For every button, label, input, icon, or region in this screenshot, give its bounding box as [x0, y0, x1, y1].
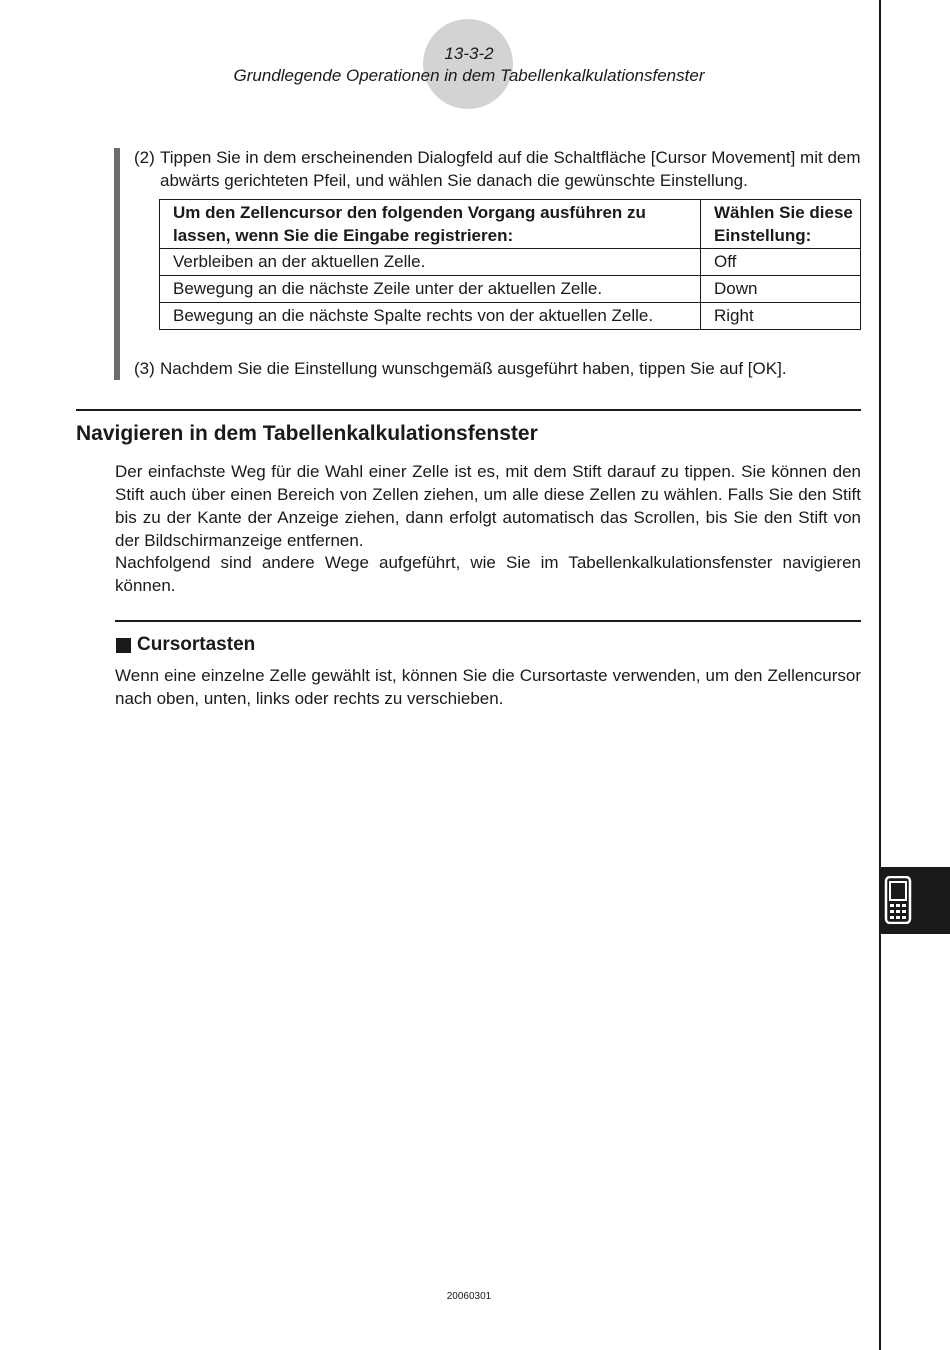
table-cell-action: Bewegung an die nächste Zeile unter der aktuellen Zelle.	[160, 276, 701, 303]
step-3	[134, 357, 862, 380]
table-row	[160, 303, 861, 330]
procedure-sidebar	[114, 148, 120, 380]
subsection-divider	[115, 620, 861, 622]
table-row	[160, 249, 861, 276]
step-2	[134, 146, 862, 192]
cursor-movement-table	[159, 199, 861, 330]
header-title: Grundlegende Operationen in dem Tabellenkalkulationsfenster	[233, 66, 705, 85]
table-cell-setting: Down	[701, 276, 861, 303]
step-2-text: Tippen Sie in dem erscheinenden Dialogfeld auf die Schaltfläche [Cursor Movement] mit dem abwärts gerichteten Pfeil, und wählen Sie danach die gewünschte Einstellung.	[160, 148, 861, 190]
square-bullet-icon	[116, 638, 131, 653]
step-3-text: Nachdem Sie die Einstellung wunschgemäß ausgeführt haben, tippen Sie auf [OK].	[160, 359, 787, 378]
calculator-icon	[884, 876, 912, 924]
page-edge-rule	[879, 0, 881, 1350]
section-title: Navigieren in dem Tabellenkalkulationsfenster	[76, 422, 538, 445]
step-2-number: (2)	[134, 148, 155, 167]
table-cell-action: Verbleiben an der aktuellen Zelle.	[160, 249, 701, 276]
page-number: 13-3-2	[444, 44, 494, 63]
table-cell-action: Bewegung an die nächste Spalte rechts von der aktuellen Zelle.	[160, 303, 701, 330]
section-divider	[76, 409, 861, 411]
table-cell-setting: Off	[701, 249, 861, 276]
footer-code: 20060301	[446, 1291, 492, 1302]
table-header-setting: Wählen Sie diese Einstellung:	[701, 200, 861, 249]
chapter-tab	[880, 867, 950, 934]
section-paragraph-2: Nachfolgend sind andere Wege aufgeführt, wie Sie im Tabellenkalkulationsfenster navigieren können.	[115, 553, 861, 595]
step-3-number: (3)	[134, 359, 155, 378]
table-cell-setting: Right	[701, 303, 861, 330]
section-paragraph-1: Der einfachste Weg für die Wahl einer Zelle ist es, mit dem Stift darauf zu tippen. Sie können den Stift auch über einen Bereich von Zellen ziehen, um alle diese Zellen zu wählen. Falls Sie den Stift bis zu der Kante der Anzeige ziehen, dann erfolgt automatisch das Scrollen, bis Sie den Stift von der Bildschirmanzeige entfernen.	[115, 462, 861, 550]
table-header-action: Um den Zellencursor den folgenden Vorgang ausführen zu lassen, wenn Sie die Eingabe registrieren:	[160, 200, 701, 249]
subsection-title: Cursortasten	[137, 634, 256, 655]
subsection-paragraph: Wenn eine einzelne Zelle gewählt ist, können Sie die Cursortaste verwenden, um den Zellencursor nach oben, unten, links oder rechts zu verschieben.	[115, 666, 861, 708]
header-circle	[423, 19, 513, 109]
subsection-heading	[116, 634, 255, 656]
table-header-row	[160, 200, 861, 249]
table-row	[160, 276, 861, 303]
